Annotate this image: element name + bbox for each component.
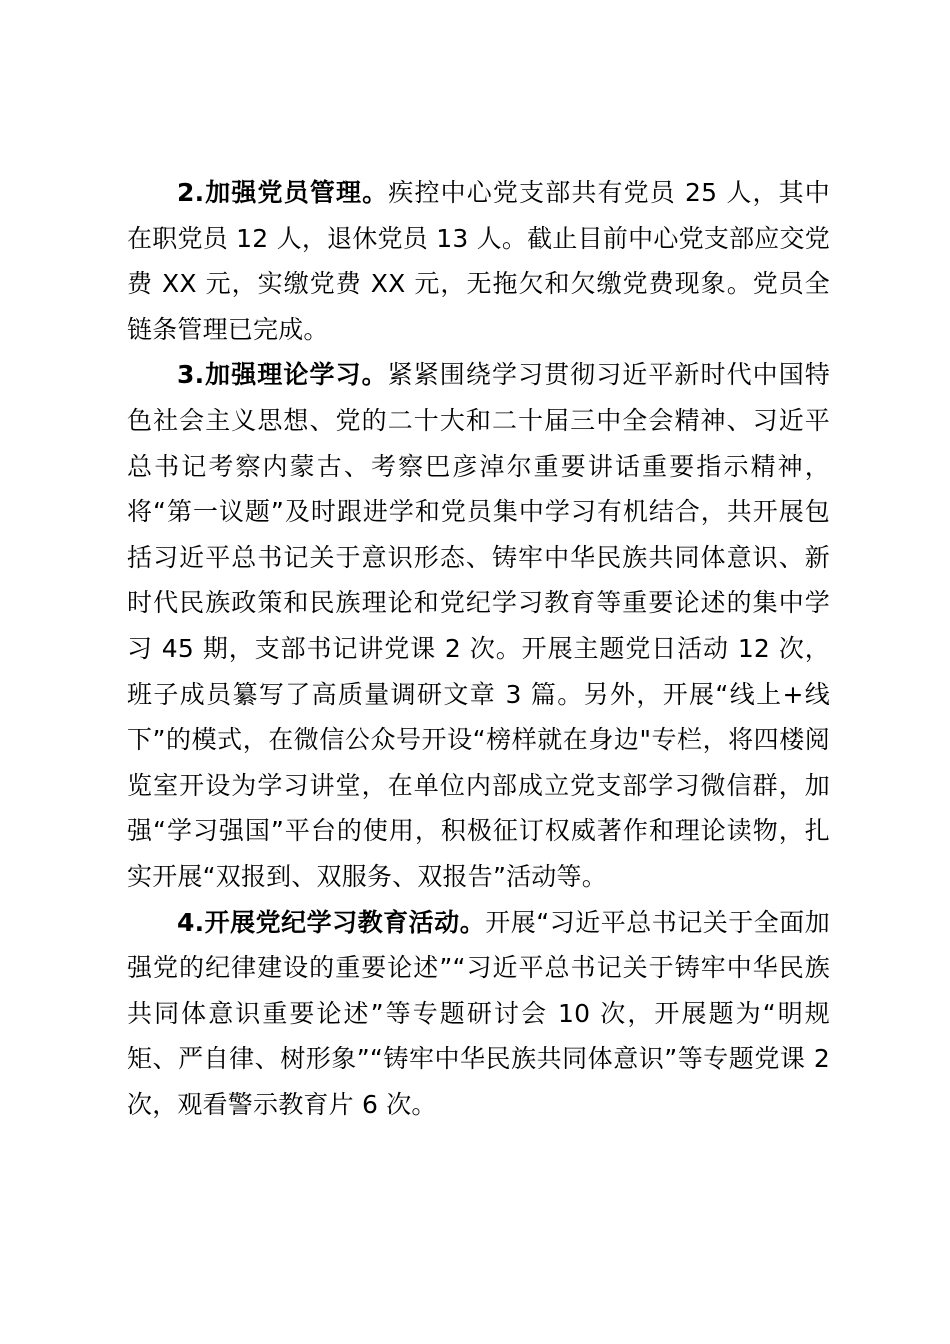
paragraph-heading: 3.加强理论学习。	[177, 360, 388, 390]
document-body	[127, 170, 830, 1127]
paragraph-text: 开展“习近平总书记关于全面加强党的纪律建设的重要论述”“习近平总书记关于铸牢中华民族共同体意识重要论述”等专题研讨会 10 次，开展题为“明规矩、严自律、树形象”“铸牢中华民族共同体意识”等专题党课 2 次，观看警示教育片 6 次。	[127, 907, 830, 1119]
paragraph-party-member-management	[127, 170, 830, 352]
paragraph-text: 疾控中心党支部共有党员 25 人，其中在职党员 12 人，退休党员 13 人。截止目前中心党支部应交党费 XX 元，实缴党费 XX 元，无拖欠和欠缴党费现象。党员全链条管理已完成。	[127, 178, 830, 344]
paragraph-heading: 4.开展党纪学习教育活动。	[177, 907, 486, 937]
paragraph-theory-study	[127, 352, 830, 899]
paragraph-discipline-education	[127, 900, 830, 1128]
paragraph-text: 紧紧围绕学习贯彻习近平新时代中国特色社会主义思想、党的二十大和二十届三中全会精神、习近平总书记考察内蒙古、考察巴彦淖尔重要讲话重要指示精神，将“第一议题”及时跟进学和党员集中学习有机结合，共开展包括习近平总书记关于意识形态、铸牢中华民族共同体意识、新时代民族政策和民族理论和党纪学习教育等重要论述的集中学习 45 期，支部书记讲党课 2 次。开展主题党日活动 12 次，班子成员纂写了高质量调研文章 3 篇。另外，开展“线上+线下”的模式，在微信公众号开设“榜样就在身边"专栏，将四楼阅览室开设为学习讲堂，在单位内部成立党支部学习微信群，加强“学习强国”平台的使用，积极征订权威著作和理论读物，扎实开展“双报到、双服务、双报告”活动等。	[127, 360, 830, 891]
paragraph-heading: 2.加强党员管理。	[177, 178, 389, 207]
